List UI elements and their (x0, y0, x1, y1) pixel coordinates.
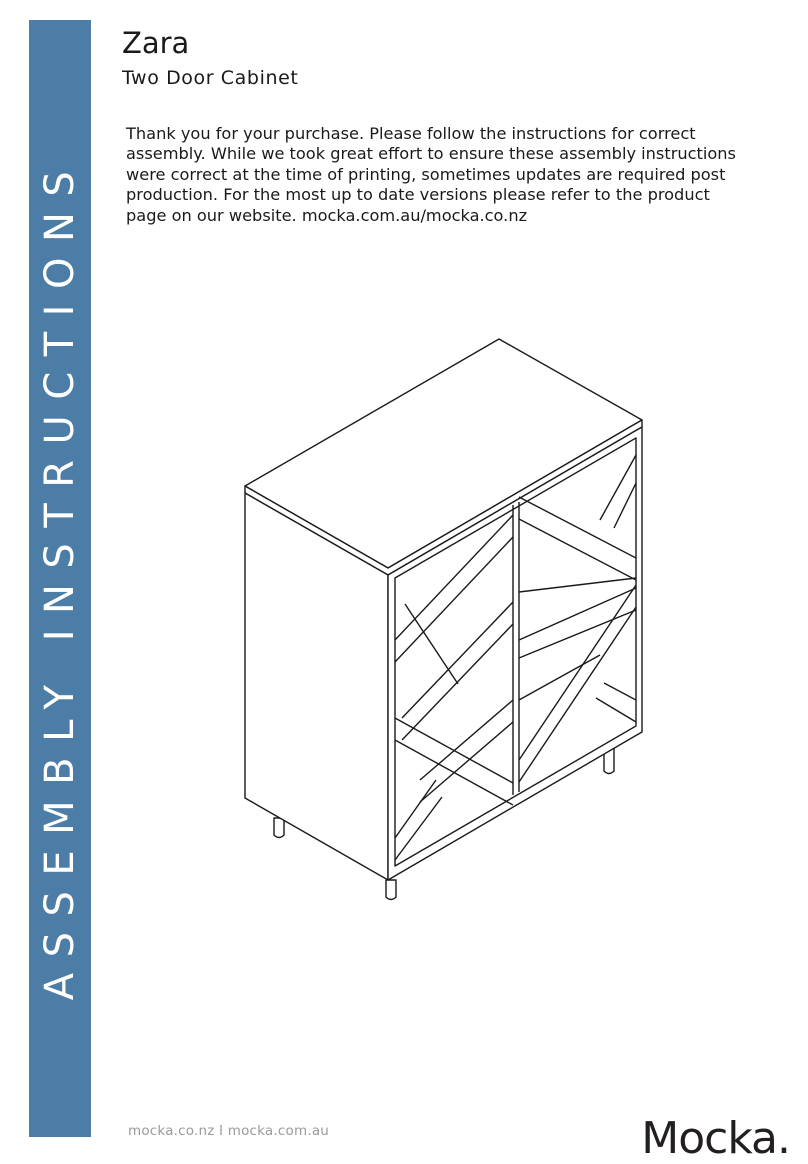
footer-links: mocka.co.nz I mocka.com.au (128, 1123, 330, 1139)
intro-line: were correct at the time of printing, sometimes updates are required post (126, 164, 726, 184)
brand-logo: Mocka. (641, 1113, 790, 1164)
product-name: Zara (122, 26, 190, 60)
intro-line: Thank you for your purchase. Please follow the instructions for correct (126, 124, 696, 143)
intro-line: production. For the most up to date versions please refer to the product (126, 185, 710, 205)
leg-icon (386, 880, 396, 900)
intro-line: assembly. While we took great effort to ensure these assembly instructions (126, 144, 736, 164)
sidebar-title: ASSEMBLY INSTRUCTIONS (37, 155, 83, 1001)
intro-line: page on our website. mocka.com.au/mocka.co.nz (126, 205, 528, 225)
leg-icon (274, 818, 284, 838)
product-type: Two Door Cabinet (122, 67, 299, 89)
